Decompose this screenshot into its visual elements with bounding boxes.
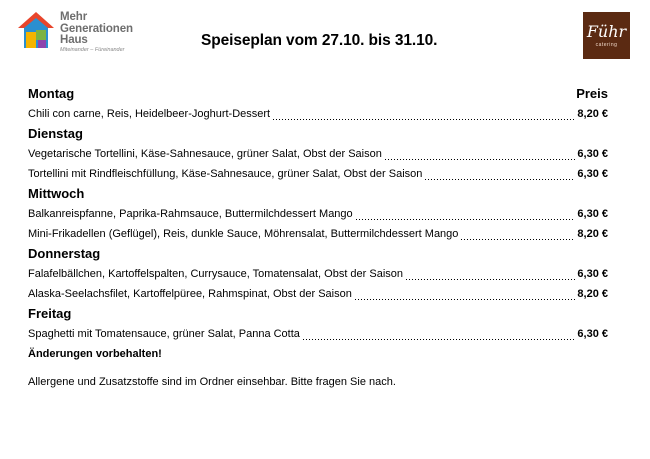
page-title: Speiseplan vom 27.10. bis 31.10. — [201, 32, 438, 49]
dish-price: 8,20 € — [577, 108, 608, 120]
logo-brand: Führ — [586, 22, 627, 41]
price-column-header: Preis — [576, 86, 608, 101]
day-heading — [28, 124, 608, 144]
dot-leader — [302, 324, 576, 344]
house-icon — [16, 10, 56, 50]
dish-description: Mini-Frikadellen (Geflügel), Reis, dunkle Sauce, Möhrensalat, Buttermilchdessert Mango — [28, 228, 459, 240]
menu-item — [28, 284, 608, 304]
allergen-footer: Allergene und Zusatzstoffe sind im Ordner einsehbar. Bitte fragen Sie nach. — [28, 376, 396, 388]
menu-item — [28, 324, 608, 344]
menu-item — [28, 104, 608, 124]
dish-price: 6,30 € — [577, 328, 608, 340]
fuehr-catering-logo — [583, 12, 630, 59]
dot-leader — [355, 204, 576, 224]
day-heading — [28, 304, 608, 324]
dish-description: Chili con carne, Reis, Heidelbeer-Joghurt-Dessert — [28, 108, 271, 120]
day-name: Dienstag — [28, 126, 83, 141]
menu-item — [28, 204, 608, 224]
day-name: Freitag — [28, 306, 72, 321]
day-heading — [28, 244, 608, 264]
logo-tagline: Miteinander – Füreinander — [60, 46, 125, 53]
logo-line-3: Haus — [60, 34, 88, 46]
dish-description: Alaska-Seelachsfilet, Kartoffelpüree, Rahmspinat, Obst der Saison — [28, 288, 352, 300]
dot-leader — [384, 144, 576, 164]
dish-description: Tortellini mit Rindfleischfüllung, Käse-Sahnesauce, grüner Salat, Obst der Saison — [28, 168, 423, 180]
dish-price: 8,20 € — [577, 288, 608, 300]
dish-price: 6,30 € — [577, 148, 608, 160]
dot-leader — [460, 224, 575, 244]
menu-item — [28, 264, 608, 284]
dot-leader — [424, 164, 575, 184]
day-heading — [28, 84, 608, 104]
dish-price: 8,20 € — [577, 228, 608, 240]
dish-description: Balkanreispfanne, Paprika-Rahmsauce, Buttermilchdessert Mango — [28, 208, 353, 220]
day-name: Donnerstag — [28, 246, 101, 261]
dish-description: Vegetarische Tortellini, Käse-Sahnesauce, grüner Salat, Obst der Saison — [28, 148, 382, 160]
menu-item — [28, 164, 608, 184]
day-name: Mittwoch — [28, 186, 85, 201]
dish-description: Falafelbällchen, Kartoffelspalten, Currysauce, Tomatensalat, Obst der Saison — [28, 268, 404, 280]
dish-price: 6,30 € — [577, 168, 608, 180]
logo-line-2: Generationen — [60, 22, 133, 35]
dot-leader — [272, 104, 575, 124]
dot-leader — [405, 264, 575, 284]
day-heading — [28, 184, 608, 204]
day-name: Montag — [28, 86, 75, 101]
dish-description: Spaghetti mit Tomatensauce, grüner Salat, Panna Cotta — [28, 328, 300, 340]
logo-sub: catering — [595, 42, 618, 48]
menu-item — [28, 144, 608, 164]
menu-item — [28, 224, 608, 244]
mehrgenerationenhaus-logo — [16, 10, 136, 56]
menu-table — [28, 84, 608, 392]
changes-note: Änderungen vorbehalten! — [28, 348, 162, 360]
dot-leader — [354, 284, 576, 304]
logo-line-1: Mehr — [60, 11, 88, 23]
dish-price: 6,30 € — [577, 268, 608, 280]
dish-price: 6,30 € — [577, 208, 608, 220]
